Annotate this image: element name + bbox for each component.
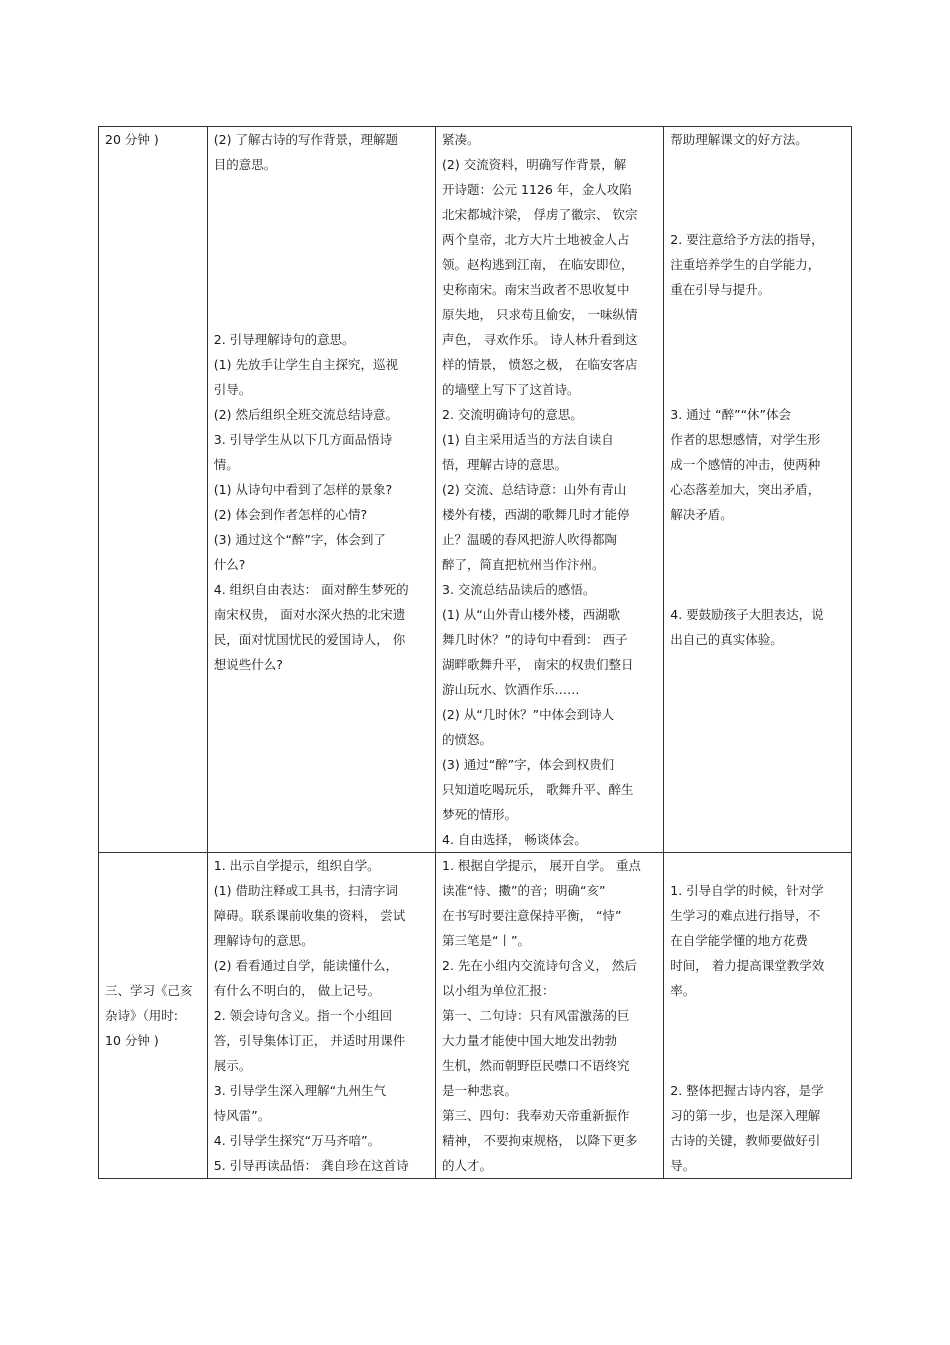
text-line: 展示。 bbox=[213, 1058, 252, 1073]
blank-line bbox=[670, 853, 845, 878]
text-line: (2) 看看通过自学，能读懂什么， bbox=[213, 958, 398, 973]
text-line: 心态落差加大，突出矛盾， bbox=[670, 482, 821, 497]
text-line: (1) 先放手让学生自主探究，巡视 bbox=[213, 357, 398, 372]
blank-line bbox=[670, 1028, 845, 1053]
text-line: 答，引导集体订正， 并适时用课件 bbox=[213, 1033, 406, 1048]
text-line: 在书写时要注意保持平衡， “恃” bbox=[442, 908, 622, 923]
teacher-activity-cell bbox=[207, 853, 435, 1179]
blank-line bbox=[670, 577, 845, 602]
text-line: 时间， 着力提高课堂教学效 bbox=[670, 958, 825, 973]
text-line: 民，面对忧国忧民的爱国诗人， 你 bbox=[213, 632, 406, 647]
text-line: 5. 引导再读品悟： 龚自珍在这首诗 bbox=[213, 1158, 409, 1173]
text-line: 读准“恃、擻”的音；明确“亥” bbox=[442, 883, 606, 898]
text-line: 第三、四句：我奉劝天帝重新振作 bbox=[442, 1108, 630, 1123]
text-line: 4. 组织自由表达： 面对醉生梦死的 bbox=[213, 582, 409, 597]
text-line: 2. 要注意给予方法的指导， bbox=[670, 232, 824, 247]
text-line: 1. 根据自学提示， 展开自学。 重点 bbox=[442, 858, 641, 873]
blank-line bbox=[670, 302, 845, 327]
text-line: (2) 然后组织全班交流总结诗意。 bbox=[213, 407, 398, 422]
text-line: 古诗的关键，教师要做好引 bbox=[670, 1133, 821, 1148]
text-line: 只知道吃喝玩乐， 歌舞升平、醉生 bbox=[442, 782, 634, 797]
text-line: 3. 通过 “醉”“休”体会 bbox=[670, 407, 792, 422]
text-line: 作者的思想感情，对学生形 bbox=[670, 432, 821, 447]
blank-line bbox=[670, 177, 845, 202]
text-line: 样的情景， 愤怒之极， 在临安客店 bbox=[442, 357, 638, 372]
text-line: 生学习的难点进行指导，不 bbox=[670, 908, 821, 923]
blank-line bbox=[670, 152, 845, 177]
text-line: 2. 整体把握古诗内容，是学 bbox=[670, 1083, 824, 1098]
blank-line bbox=[670, 202, 845, 227]
text-line: 梦死的情形。 bbox=[442, 807, 518, 822]
text-line: (1) 从“山外青山楼外楼，西湖歌 bbox=[442, 607, 621, 622]
text-line: (3) 通过“醉”字，体会到权贵们 bbox=[442, 757, 615, 772]
blank-line bbox=[670, 327, 845, 352]
text-line: 导。 bbox=[670, 1158, 696, 1173]
stage-cell bbox=[99, 127, 208, 853]
text-line: 的人才。 bbox=[442, 1158, 493, 1173]
student-activity-cell bbox=[436, 127, 664, 853]
text-line: 成一个感情的冲击，使两种 bbox=[670, 457, 821, 472]
text-line: 以小组为单位汇报： bbox=[442, 983, 555, 998]
text-line: 什么? bbox=[213, 557, 246, 572]
text-line: 3. 交流总结品读后的感悟。 bbox=[442, 582, 596, 597]
text-line: 3. 引导学生从以下几方面品悟诗 bbox=[213, 432, 393, 447]
text-line: 在自学能学懂的地方花费 bbox=[670, 933, 808, 948]
text-line: 紧凑。 bbox=[442, 132, 480, 147]
text-line: 原失地， 只求苟且偷安， 一味纵情 bbox=[442, 307, 638, 322]
text-line: 两个皇帝，北方大片土地被金人占 bbox=[442, 232, 630, 247]
table-row bbox=[99, 127, 852, 853]
text-line: 10 分钟 ) bbox=[105, 1033, 159, 1048]
text-line: 史称南宋。南宋当政者不思收复中 bbox=[442, 282, 630, 297]
text-line: 醉了，简直把杭州当作汴州。 bbox=[442, 557, 605, 572]
text-line: 生机，然而朝野臣民噤口不语终究 bbox=[442, 1058, 630, 1073]
text-line: 想说些什么? bbox=[213, 657, 283, 672]
blank-line bbox=[214, 252, 429, 277]
text-line: 的墙壁上写下了这首诗。 bbox=[442, 382, 580, 397]
design-intent-cell bbox=[664, 853, 852, 1179]
text-line: 2. 先在小组内交流诗句含义， 然后 bbox=[442, 958, 637, 973]
text-line: 声色， 寻欢作乐。 诗人林升看到这 bbox=[442, 332, 638, 347]
blank-line bbox=[214, 302, 429, 327]
text-line: 1. 引导自学的时候，针对学 bbox=[670, 883, 824, 898]
text-line: 的愤怒。 bbox=[442, 732, 493, 747]
text-line: 有什么不明白的， 做上记号。 bbox=[213, 983, 381, 998]
text-line: (1) 从诗句中看到了怎样的景象? bbox=[213, 482, 393, 497]
text-line: (2) 交流、总结诗意：山外有青山 bbox=[442, 482, 627, 497]
blank-line bbox=[670, 1003, 845, 1028]
text-line: 悟，理解古诗的意思。 bbox=[442, 457, 568, 472]
teacher-activity-cell bbox=[207, 127, 435, 853]
text-line: 4. 引导学生探究“万马齐喑”。 bbox=[213, 1133, 381, 1148]
text-line: 4. 要鼓励孩子大胆表达，说 bbox=[670, 607, 824, 622]
text-line: 领。赵构逃到江南， 在临安即位， bbox=[442, 257, 634, 272]
text-line: 是一种悲哀。 bbox=[442, 1083, 518, 1098]
blank-line bbox=[670, 552, 845, 577]
text-line: 1. 出示自学提示，组织自学。 bbox=[213, 858, 380, 873]
text-line: 南宋权贵， 面对水深火热的北宋遗 bbox=[213, 607, 406, 622]
text-line: 恃风雷”。 bbox=[213, 1108, 271, 1123]
text-line: 率。 bbox=[670, 983, 696, 998]
blank-line bbox=[214, 277, 429, 302]
text-line: 杂诗》（用时: bbox=[105, 1008, 178, 1023]
text-line: 目的意思。 bbox=[213, 157, 277, 172]
design-intent-cell bbox=[664, 127, 852, 853]
text-line: 习的第一步，也是深入理解 bbox=[670, 1108, 821, 1123]
blank-line bbox=[670, 352, 845, 377]
text-line: 20 分钟 ) bbox=[105, 132, 159, 147]
text-line: 精神， 不要拘束规格， 以降下更多 bbox=[442, 1133, 638, 1148]
text-line: 游山玩水、饮酒作乐…… bbox=[442, 682, 580, 697]
text-line: 2. 领会诗句含义。指一个小组回 bbox=[213, 1008, 393, 1023]
text-line: (2) 交流资料，明确写作背景，解 bbox=[442, 157, 627, 172]
blank-line bbox=[670, 377, 845, 402]
student-activity-cell bbox=[436, 853, 664, 1179]
text-line: (3) 通过这个“醉”字，体会到了 bbox=[213, 532, 386, 547]
text-line: 情。 bbox=[213, 457, 239, 472]
table-row bbox=[99, 853, 852, 1179]
text-line: 开诗题：公元 1126 年，金人攻陷 bbox=[442, 182, 632, 197]
text-line: 帮助理解课文的好方法。 bbox=[670, 132, 808, 147]
text-line: 舞几时休？”的诗句中看到： 西子 bbox=[442, 632, 628, 647]
text-line: 第三笔是“丨”。 bbox=[442, 933, 530, 948]
text-line: 引导。 bbox=[213, 382, 252, 397]
text-line: (1) 借助注释或工具书，扫清字词 bbox=[213, 883, 398, 898]
text-line: 2. 交流明确诗句的意思。 bbox=[442, 407, 583, 422]
blank-line bbox=[214, 227, 429, 252]
text-line: 湖畔歌舞升平， 南宋的权贵们整日 bbox=[442, 657, 634, 672]
text-line: 北宋都城汴梁， 俘虏了徽宗、 钦宗 bbox=[442, 207, 638, 222]
blank-line bbox=[214, 202, 429, 227]
blank-line bbox=[670, 1053, 845, 1078]
blank-line bbox=[670, 527, 845, 552]
text-line: 3. 引导学生深入理解“九州生气 bbox=[213, 1083, 387, 1098]
text-line: 出自己的真实体验。 bbox=[670, 632, 783, 647]
lesson-plan-table bbox=[98, 126, 852, 1179]
text-line: 障碍。联系课前收集的资料， 尝试 bbox=[213, 908, 406, 923]
text-line: 2. 引导理解诗句的意思。 bbox=[213, 332, 355, 347]
text-line: 解决矛盾。 bbox=[670, 507, 733, 522]
text-line: 三、学习《己亥 bbox=[105, 983, 193, 998]
text-line: 楼外有楼，西湖的歌舞几时才能停 bbox=[442, 507, 630, 522]
text-line: 第一、二句诗：只有风雷激荡的巨 bbox=[442, 1008, 630, 1023]
blank-line bbox=[214, 177, 429, 202]
text-line: 重在引导与提升。 bbox=[670, 282, 771, 297]
text-line: (1) 自主采用适当的方法自读自 bbox=[442, 432, 614, 447]
text-line: 注重培养学生的自学能力， bbox=[670, 257, 821, 272]
text-line: (2) 从“几时休？”中体会到诗人 bbox=[442, 707, 615, 722]
text-line: 止？温暖的春风把游人吹得都陶 bbox=[442, 532, 618, 547]
text-line: (2) 了解古诗的写作背景，理解题 bbox=[213, 132, 398, 147]
text-line: 大力量才能使中国大地发出勃勃 bbox=[442, 1033, 618, 1048]
text-line: (2) 体会到作者怎样的心情? bbox=[213, 507, 368, 522]
stage-cell bbox=[99, 853, 208, 1179]
text-line: 理解诗句的意思。 bbox=[213, 933, 314, 948]
text-line: 4. 自由选择， 畅谈体会。 bbox=[442, 832, 587, 847]
